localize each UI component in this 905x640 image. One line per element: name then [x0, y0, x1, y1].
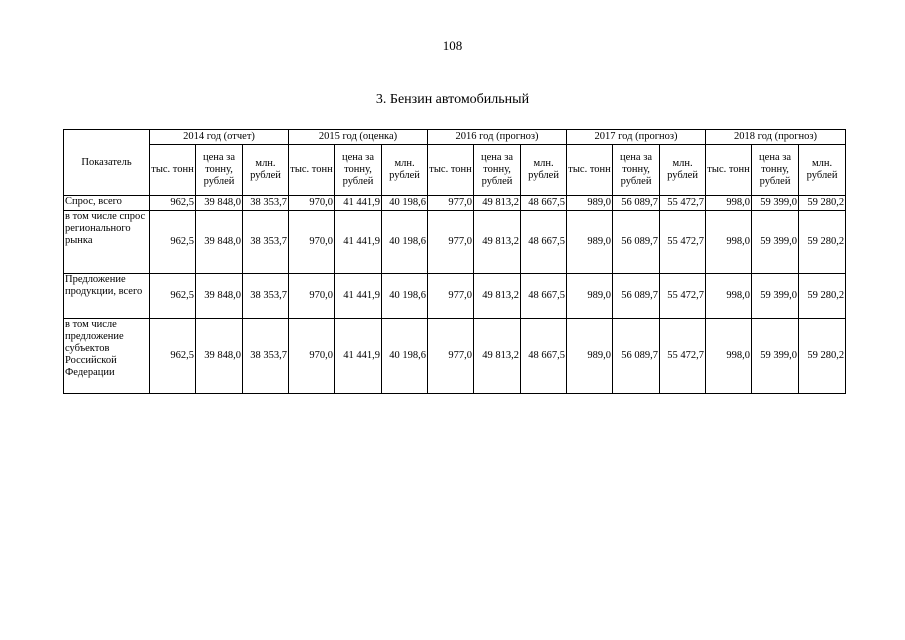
year-header: 2018 год (прогноз): [706, 130, 846, 145]
table-cell: 59 280,2: [799, 211, 846, 274]
table-cell: 970,0: [289, 274, 335, 319]
page-number: 108: [442, 38, 463, 53]
table-cell: 49 813,2: [474, 196, 521, 211]
header-row-units: [64, 145, 846, 196]
year-header: 2017 год (прогноз): [567, 130, 706, 145]
unit-header: тыс. тонн: [428, 145, 474, 196]
unit-header: млн. рублей: [521, 145, 567, 196]
table-cell: 56 089,7: [613, 319, 660, 394]
unit-header: тыс. тонн: [289, 145, 335, 196]
table-cell: 977,0: [428, 274, 474, 319]
table-cell: 59 399,0: [752, 211, 799, 274]
table-cell: 59 280,2: [799, 274, 846, 319]
unit-header: млн. рублей: [799, 145, 846, 196]
table-cell: 962,5: [150, 211, 196, 274]
table-cell: 39 848,0: [196, 211, 243, 274]
table-cell: 38 353,7: [243, 196, 289, 211]
table-cell: 55 472,7: [660, 196, 706, 211]
table-cell: 55 472,7: [660, 211, 706, 274]
year-header: 2014 год (отчет): [150, 130, 289, 145]
table-cell: 40 198,6: [382, 196, 428, 211]
table-cell: 41 441,9: [335, 196, 382, 211]
table-row: [64, 319, 846, 394]
unit-header: цена за тонну, рублей: [335, 145, 382, 196]
table-cell: 59 280,2: [799, 196, 846, 211]
table-cell: 56 089,7: [613, 196, 660, 211]
table-cell: 59 280,2: [799, 319, 846, 394]
table-cell: 59 399,0: [752, 274, 799, 319]
table-cell: 989,0: [567, 196, 613, 211]
unit-header: млн. рублей: [660, 145, 706, 196]
unit-header: тыс. тонн: [567, 145, 613, 196]
year-header: 2015 год (оценка): [289, 130, 428, 145]
table-cell: 998,0: [706, 196, 752, 211]
unit-header: тыс. тонн: [150, 145, 196, 196]
table-cell: 41 441,9: [335, 211, 382, 274]
table-cell: 998,0: [706, 319, 752, 394]
table-cell: 977,0: [428, 319, 474, 394]
table-cell: 38 353,7: [243, 319, 289, 394]
row-label: в том числе предложение субъектов Российской Федерации: [64, 319, 150, 394]
table-cell: 970,0: [289, 319, 335, 394]
document-title: 3. Бензин автомобильный: [375, 92, 530, 107]
unit-header: цена за тонну, рублей: [196, 145, 243, 196]
table-cell: 49 813,2: [474, 319, 521, 394]
unit-header: млн. рублей: [382, 145, 428, 196]
table-cell: 977,0: [428, 196, 474, 211]
table-cell: 59 399,0: [752, 319, 799, 394]
table-cell: 970,0: [289, 211, 335, 274]
row-label: Предложение продукции, всего: [64, 274, 150, 319]
table-cell: 998,0: [706, 211, 752, 274]
table-cell: 55 472,7: [660, 274, 706, 319]
unit-header: цена за тонну, рублей: [752, 145, 799, 196]
table-cell: 38 353,7: [243, 211, 289, 274]
header-row-years: [64, 130, 846, 145]
table-cell: 49 813,2: [474, 211, 521, 274]
table-cell: 39 848,0: [196, 274, 243, 319]
table-cell: 48 667,5: [521, 319, 567, 394]
table-cell: 998,0: [706, 274, 752, 319]
table-cell: 39 848,0: [196, 196, 243, 211]
table-cell: 41 441,9: [335, 319, 382, 394]
unit-header: млн. рублей: [243, 145, 289, 196]
unit-header: цена за тонну, рублей: [474, 145, 521, 196]
table-cell: 38 353,7: [243, 274, 289, 319]
table-cell: 989,0: [567, 274, 613, 319]
table-row: [64, 211, 846, 274]
table-cell: 40 198,6: [382, 274, 428, 319]
table-cell: 962,5: [150, 319, 196, 394]
table-row: [64, 196, 846, 211]
table-cell: 970,0: [289, 196, 335, 211]
table-cell: 989,0: [567, 211, 613, 274]
table-cell: 49 813,2: [474, 274, 521, 319]
table-cell: 977,0: [428, 211, 474, 274]
unit-header: тыс. тонн: [706, 145, 752, 196]
table-cell: 48 667,5: [521, 196, 567, 211]
year-header: 2016 год (прогноз): [428, 130, 567, 145]
table-cell: 40 198,6: [382, 211, 428, 274]
table-row: [64, 274, 846, 319]
row-label: Спрос, всего: [64, 196, 150, 211]
indicator-column-header: Показатель: [64, 130, 150, 196]
table-cell: 56 089,7: [613, 211, 660, 274]
table-cell: 55 472,7: [660, 319, 706, 394]
data-table: [63, 129, 846, 394]
table-cell: 989,0: [567, 319, 613, 394]
row-label: в том числе спрос регионального рынка: [64, 211, 150, 274]
table-cell: 39 848,0: [196, 319, 243, 394]
table-cell: 48 667,5: [521, 274, 567, 319]
table-cell: 962,5: [150, 196, 196, 211]
table-cell: 40 198,6: [382, 319, 428, 394]
table-cell: 59 399,0: [752, 196, 799, 211]
table-cell: 962,5: [150, 274, 196, 319]
unit-header: цена за тонну, рублей: [613, 145, 660, 196]
table-cell: 41 441,9: [335, 274, 382, 319]
table-cell: 48 667,5: [521, 211, 567, 274]
table-cell: 56 089,7: [613, 274, 660, 319]
